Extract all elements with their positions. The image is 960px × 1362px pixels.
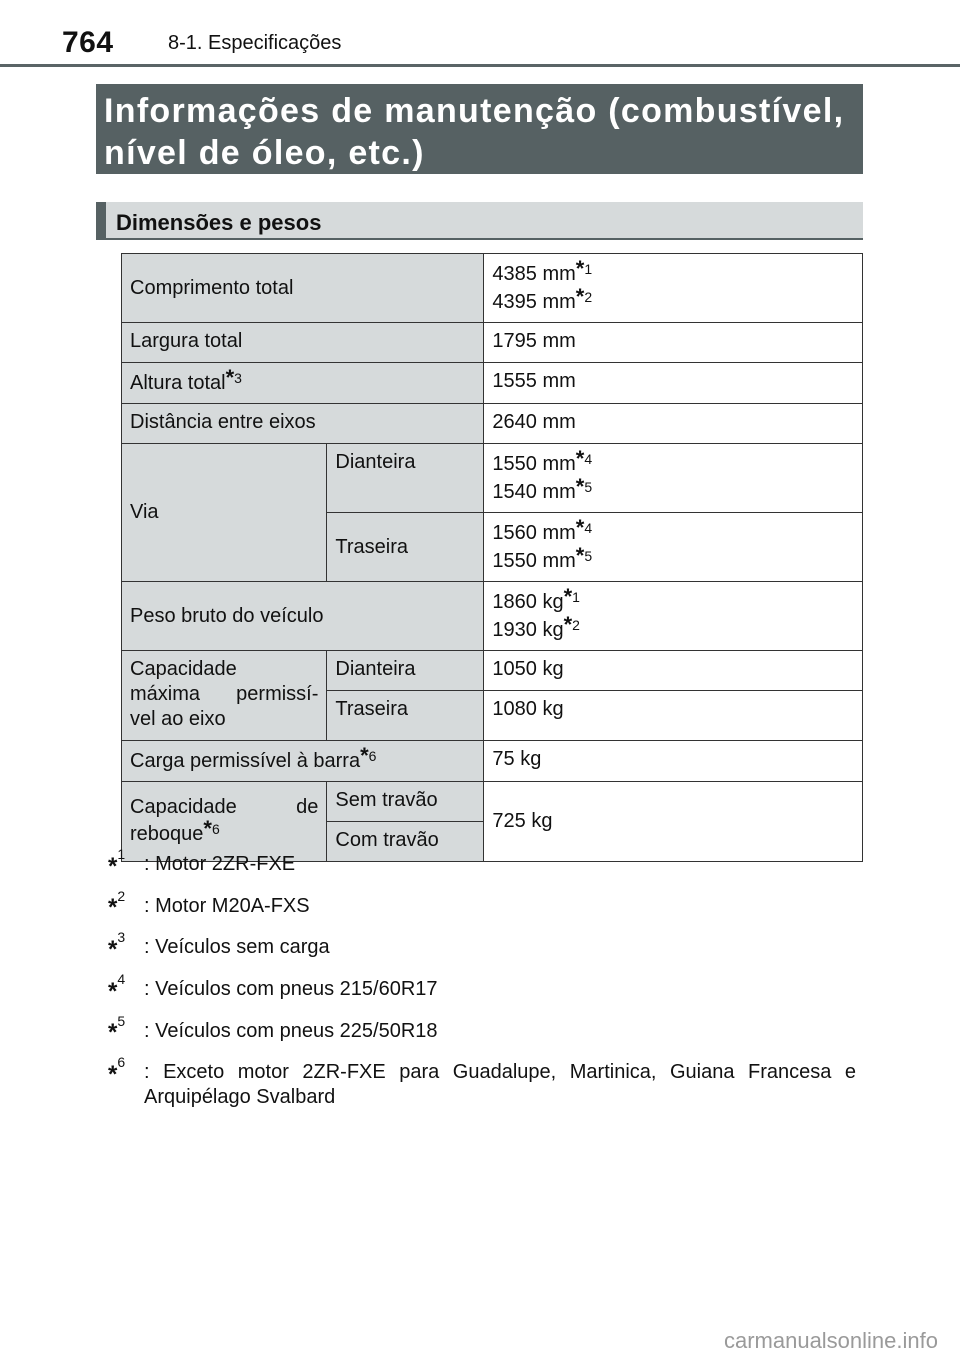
row-value: 1550 mm$^{*4}$ 1540 mm$^{*5}$ <box>484 444 863 513</box>
page-title <box>96 84 863 174</box>
sub-label: Sem travão <box>327 782 484 822</box>
row-label: Comprimento total <box>122 254 484 323</box>
section-heading <box>96 202 863 240</box>
footnote-item: *$^4$ : Veículos com pneus 215/60R17 <box>108 970 438 1005</box>
title-line-1: Informações de manutenção (combustível, <box>104 92 845 130</box>
sub-label: Dianteira <box>327 444 484 513</box>
row-label: Distância entre eixos <box>122 404 484 444</box>
footnote-item: *$^1$ : Motor 2ZR-FXE <box>108 846 296 880</box>
title-line-2: nível de óleo, etc.) <box>104 134 425 172</box>
row-label: Capacidade de reboque$^{*6}$ <box>122 782 327 862</box>
row-value: 1560 mm$^{*4}$ 1550 mm$^{*5}$ <box>484 513 863 582</box>
row-value: 1080 kg <box>484 691 863 741</box>
row-label: Peso bruto do veículo <box>122 582 484 651</box>
page-number: 764 <box>62 26 114 59</box>
section-reference: 8-1. Especificações <box>168 32 342 54</box>
row-label: Altura total$^{*3}$ <box>122 363 484 404</box>
table-row <box>122 254 863 323</box>
table-row <box>122 404 863 444</box>
row-value: 1050 kg <box>484 651 863 691</box>
footnote-item: *$^5$ : Veículos com pneus 225/50R18 <box>108 1012 438 1047</box>
sub-label: Com travão <box>327 822 484 862</box>
sub-label: Traseira <box>327 513 484 582</box>
header-divider <box>0 64 960 67</box>
row-label: Capacidade máxima permissí- vel ao eixo <box>122 651 327 741</box>
table-row <box>122 363 863 404</box>
row-label: Largura total <box>122 323 484 363</box>
table-row <box>122 651 863 691</box>
row-value: 1795 mm <box>484 323 863 363</box>
section-heading-text: Dimensões e pesos <box>116 210 322 235</box>
table-row <box>122 582 863 651</box>
sub-label: Dianteira <box>327 651 484 691</box>
footnote-item: *$^3$ : Veículos sem carga <box>108 929 330 963</box>
footnote-item: *$^6$ : Exceto motor 2ZR-FXE para Guadalupe, Martinica, Guiana Francesa e Arquipélago Svalbard <box>108 1054 856 1109</box>
table-row <box>122 782 863 822</box>
sub-label: Traseira <box>327 691 484 741</box>
row-value: 1860 kg$^{*1}$ 1930 kg$^{*2}$ <box>484 582 863 651</box>
page-header <box>0 0 960 68</box>
row-value: 1555 mm <box>484 363 863 404</box>
watermark: carmanualsonline.info <box>723 1328 938 1353</box>
footnotes <box>108 846 856 1120</box>
table-row <box>122 444 863 513</box>
row-value: 75 kg <box>484 741 863 782</box>
row-value: 2640 mm <box>484 404 863 444</box>
dimensions-table <box>121 253 863 862</box>
row-label: Via <box>122 444 327 582</box>
table-row <box>122 323 863 363</box>
row-value: 725 kg <box>484 782 863 862</box>
footnote-item: *$^2$ : Motor M20A-FXS <box>108 887 310 922</box>
row-value: 4385 mm$^{*1}$ 4395 mm$^{*2}$ <box>484 254 863 323</box>
table-row <box>122 741 863 782</box>
row-label: Carga permissível à barra$^{*6}$ <box>122 741 484 782</box>
